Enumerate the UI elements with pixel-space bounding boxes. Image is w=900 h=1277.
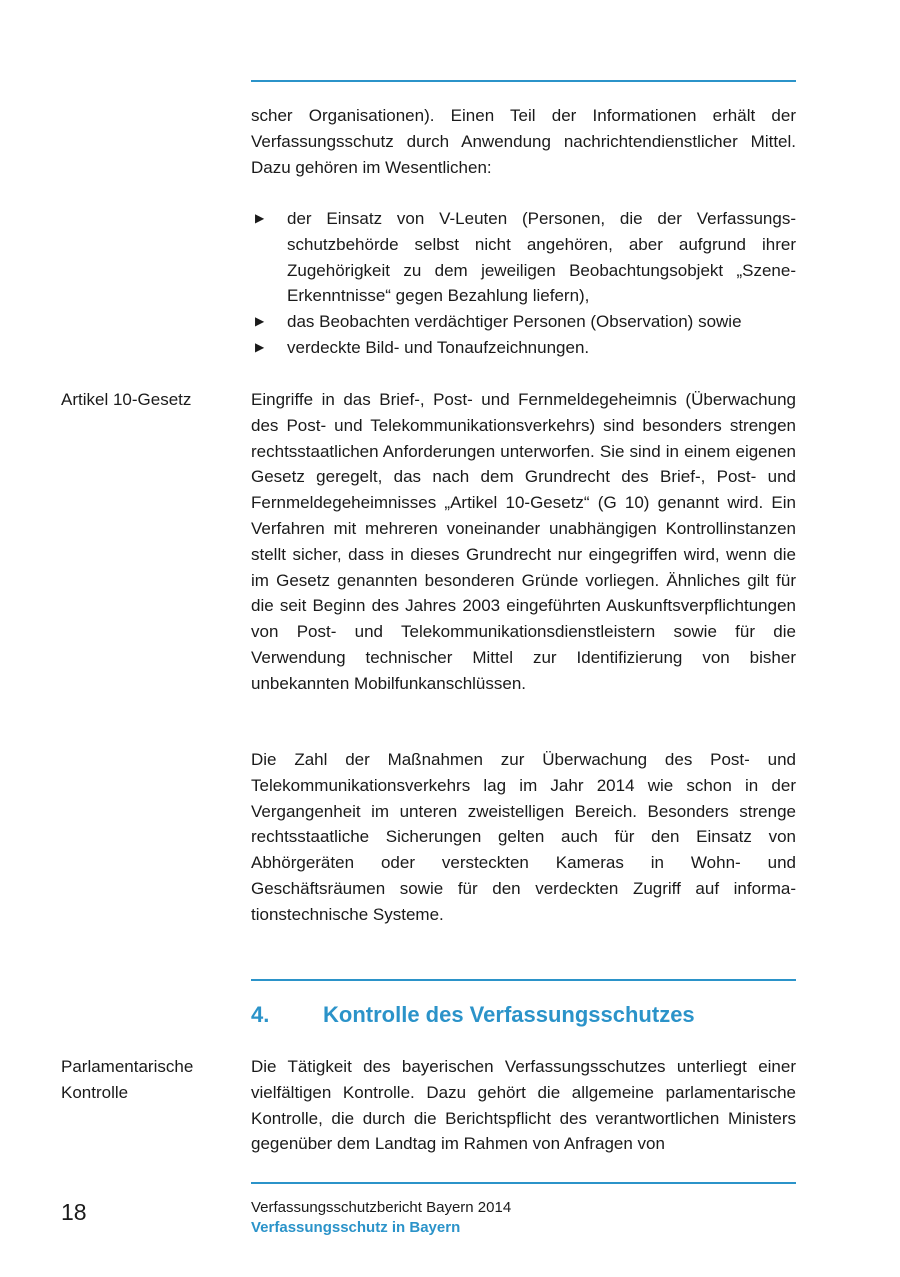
bullet-list (251, 206, 796, 361)
list-item (251, 206, 796, 309)
section-rule (251, 979, 796, 981)
footer-chapter-title: Verfassungsschutz in Bayern (251, 1219, 461, 1236)
measures-paragraph: Die Zahl der Maßnahmen zur Überwachung des Post- und Telekommunikationsverkehrs lag im Jahr 2014 wie schon in der Vergangenheit im unteren zweistelligen Bereich. Besonders strenge rechtsstaatliche Sicherungen gelten auch für den Einsatz von Abhörgeräten oder versteckten Kameras in Wohn- und Geschäftsräumen sowie für den verdeckten Zugriff auf informationstechnische Systeme. (251, 750, 796, 924)
bullet-triangle-icon: ▶ (255, 211, 265, 225)
control-paragraph: Die Tätigkeit des bayerischen Verfassungsschutzes unterliegt einer vielfältigen Kontrolle. Dazu gehört die allgemeine parlamentarische Kontrolle, die durch die Berichtspflicht des verantwortlichen Ministers gegenüber dem Landtag im Rahmen von Anfragen von (251, 1057, 796, 1154)
section-number: 4. (251, 1002, 270, 1027)
list-item-text: das Beobachten verdächtiger Personen (Observation) sowie (287, 312, 742, 332)
g10-paragraph: Eingriffe in das Brief-, Post- und Fernmeldegeheimnis (Überwachung des Post- und Telekommunikationsverkehrs) sind besonders strengen rechtsstaatlichen Anforderungen unterworfen. Sie sind in einem eigenen Gesetz geregelt, das nach dem Grundrecht des Brief-, Post- und Fernmeldegeheimnisses „Artikel 10-Gesetz“ (G 10) genannt wird. Ein Verfahren mit mehreren voneinander unabhängigen Kontrollinstanzen stellt sicher, dass in dieses Grundrecht nur eingegriffen wird, wenn die im Gesetz genannten besonderen Gründe vorliegen. Ähnliches gilt für die seit Beginn des Jahres 2003 eingeführten Auskunftsverpflichtungen von Post- und Telekommunikationsdienstleistern sowie für die Verwendung technischer Mittel zur Identifizierung von bisher unbekannten Mobilfunkanschlüssen. (251, 390, 796, 693)
margin-note-line: Parlamentarische (61, 1057, 194, 1076)
list-item-text: der Einsatz von V-Leuten (Personen, die der Verfassungsschutzbehörde selbst nicht angehören, aber aufgrund ihrer Zugehörigkeit zu dem jeweiligen Beobachtungsobjekt „Szene- Erkenntnisse“ gegen Bezahlung liefern), (287, 209, 796, 306)
list-item-text: verdeckte Bild- und Tonaufzeichnungen. (287, 337, 590, 357)
bullet-triangle-icon: ▶ (255, 314, 265, 329)
bullet-triangle-icon: ▶ (255, 339, 265, 354)
list-item (251, 309, 796, 335)
section-heading (251, 1000, 796, 1030)
intro-paragraph: scher Organisationen). Einen Teil der Informationen erhält der Verfassungsschutz durch Anwendung nachrichtendienstlicher Mittel. Dazu gehören im Wesentlichen: (251, 106, 796, 177)
list-item (251, 335, 796, 361)
top-rule (251, 80, 796, 82)
footer-rule (251, 1182, 796, 1184)
section-title: Kontrolle des Verfassungsschutzes (323, 1002, 695, 1027)
margin-note-artikel-10: Artikel 10-Gesetz (61, 390, 192, 409)
margin-note-line: Kontrolle (61, 1082, 129, 1102)
page-number: 18 (61, 1199, 87, 1225)
footer-report-title: Verfassungsschutzbericht Bayern 2014 (251, 1199, 512, 1216)
margin-note-parlamentarische-kontrolle (61, 1054, 231, 1106)
